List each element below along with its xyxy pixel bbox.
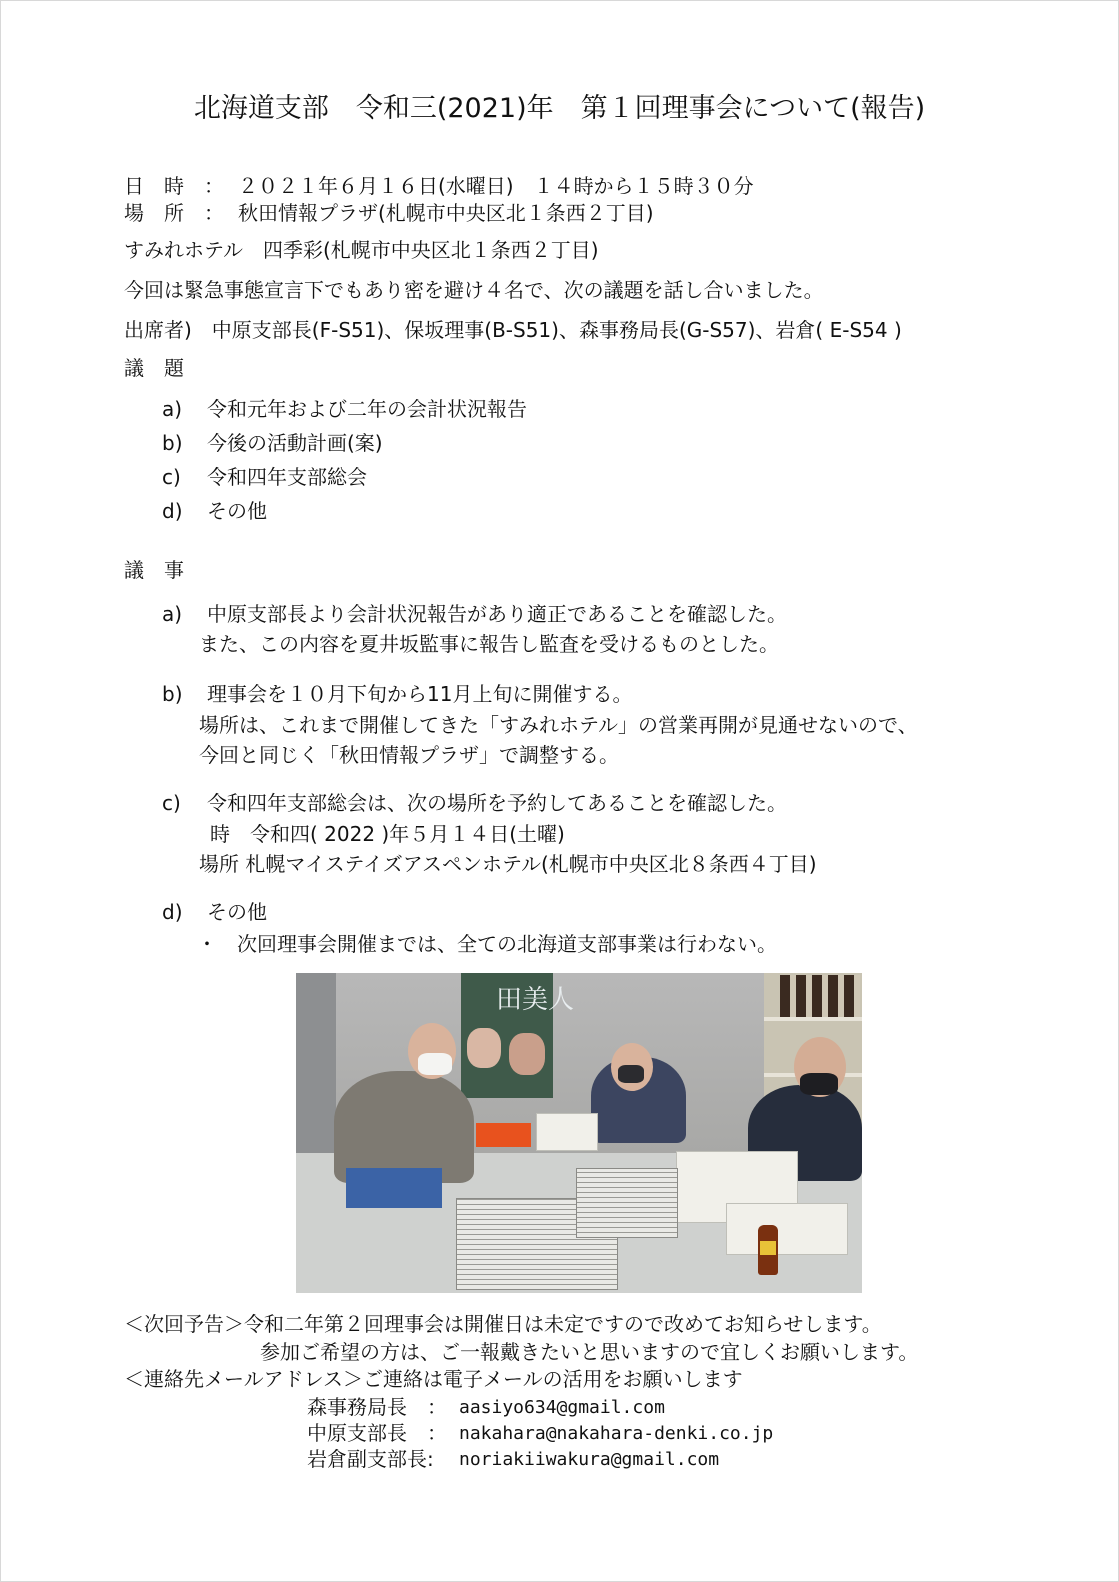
proceeding-text: 時 令和四( 2022 )年５月１４日(土曜) xyxy=(210,822,565,846)
poster-text: 田美人 xyxy=(496,985,575,1015)
proceeding-marker: b) xyxy=(162,682,183,706)
proceeding-text: 場所 札幌マイステイズアスペンホテル(札幌市中央区北８条西４丁目) xyxy=(199,852,817,876)
proceeding-bullet: ・ 次回理事会開催までは、全ての北海道支部事業は行わない。 xyxy=(197,932,777,956)
datetime-value: ２０２１年６月１６日(水曜日) １４時から１５時３０分 xyxy=(238,174,754,198)
agenda-item: 令和四年支部総会 xyxy=(207,465,367,489)
contact-email[interactable]: aasiyo634@gmail.com xyxy=(459,1397,665,1418)
person-left xyxy=(334,1071,474,1183)
proceeding-text: 中原支部長より会計状況報告があり適正であることを確認した。 xyxy=(207,602,787,626)
proceeding-marker: c) xyxy=(162,791,181,815)
intro-text: 今回は緊急事態宣言下でもあり密を避け４名で、次の議題を話し合いました。 xyxy=(124,278,824,302)
proceeding-marker: a) xyxy=(162,602,183,626)
proceeding-text: 理事会を１０月下旬から11月上旬に開催する。 xyxy=(207,682,633,706)
agenda-marker: a) xyxy=(162,397,183,421)
attendees: 出席者) 中原支部長(F-S51)、保坂理事(B-S51)、森事務局長(G-S57)、岩倉( E-S54 ) xyxy=(124,318,902,342)
agenda-marker: d) xyxy=(162,499,183,523)
contact-name: 中原支部長 ： xyxy=(307,1421,447,1445)
proceeding-text: 令和四年支部総会は、次の場所を予約してあることを確認した。 xyxy=(207,791,787,815)
agenda-item: 今後の活動計画(案) xyxy=(207,431,383,455)
bottle xyxy=(758,1225,778,1275)
contact-email[interactable]: nakahara@nakahara-denki.co.jp xyxy=(459,1423,774,1444)
datetime-label: 日 時 ： xyxy=(124,174,224,198)
next-meeting-notice-2: 参加ご希望の方は、ご一報戴きたいと思いますので宜しくお願いします。 xyxy=(260,1340,919,1364)
agenda-marker: b) xyxy=(162,431,183,455)
proceedings-heading: 議 事 xyxy=(124,558,184,582)
agenda-item: 令和元年および二年の会計状況報告 xyxy=(207,397,527,421)
page-title: 北海道支部 令和三(2021)年 第１回理事会について(報告) xyxy=(193,93,926,124)
proceeding-text: その他 xyxy=(207,900,267,924)
contact-name: 岩倉副支部長: xyxy=(307,1447,434,1471)
proceeding-text: 場所は、これまで開催してきた「すみれホテル」の営業再開が見通せないので、 xyxy=(199,713,918,737)
agenda-heading: 議 題 xyxy=(124,356,184,380)
proceeding-marker: d) xyxy=(162,900,183,924)
contact-name: 森事務局長 ： xyxy=(307,1395,447,1419)
contact-email[interactable]: noriakiiwakura@gmail.com xyxy=(459,1449,720,1470)
agenda-marker: c) xyxy=(162,465,181,489)
place-label: 場 所 ： xyxy=(124,201,224,225)
next-meeting-notice: ＜次回予告＞令和二年第２回理事会は開催日は未定ですので改めてお知らせします。 xyxy=(124,1312,882,1336)
alt-place: すみれホテル 四季彩(札幌市中央区北１条西２丁目) xyxy=(124,238,599,262)
agenda-item: その他 xyxy=(207,499,267,523)
place-value: 秋田情報プラザ(札幌市中央区北１条西２丁目) xyxy=(238,201,654,225)
contact-heading: ＜連絡先メールアドレス＞ご連絡は電子メールの活用をお願いします xyxy=(124,1367,743,1391)
proceeding-text: 今回と同じく「秋田情報プラザ」で調整する。 xyxy=(199,743,619,767)
proceeding-text: また、この内容を夏井坂監事に報告し監査を受けるものとした。 xyxy=(199,632,779,656)
meeting-photo xyxy=(296,973,862,1293)
